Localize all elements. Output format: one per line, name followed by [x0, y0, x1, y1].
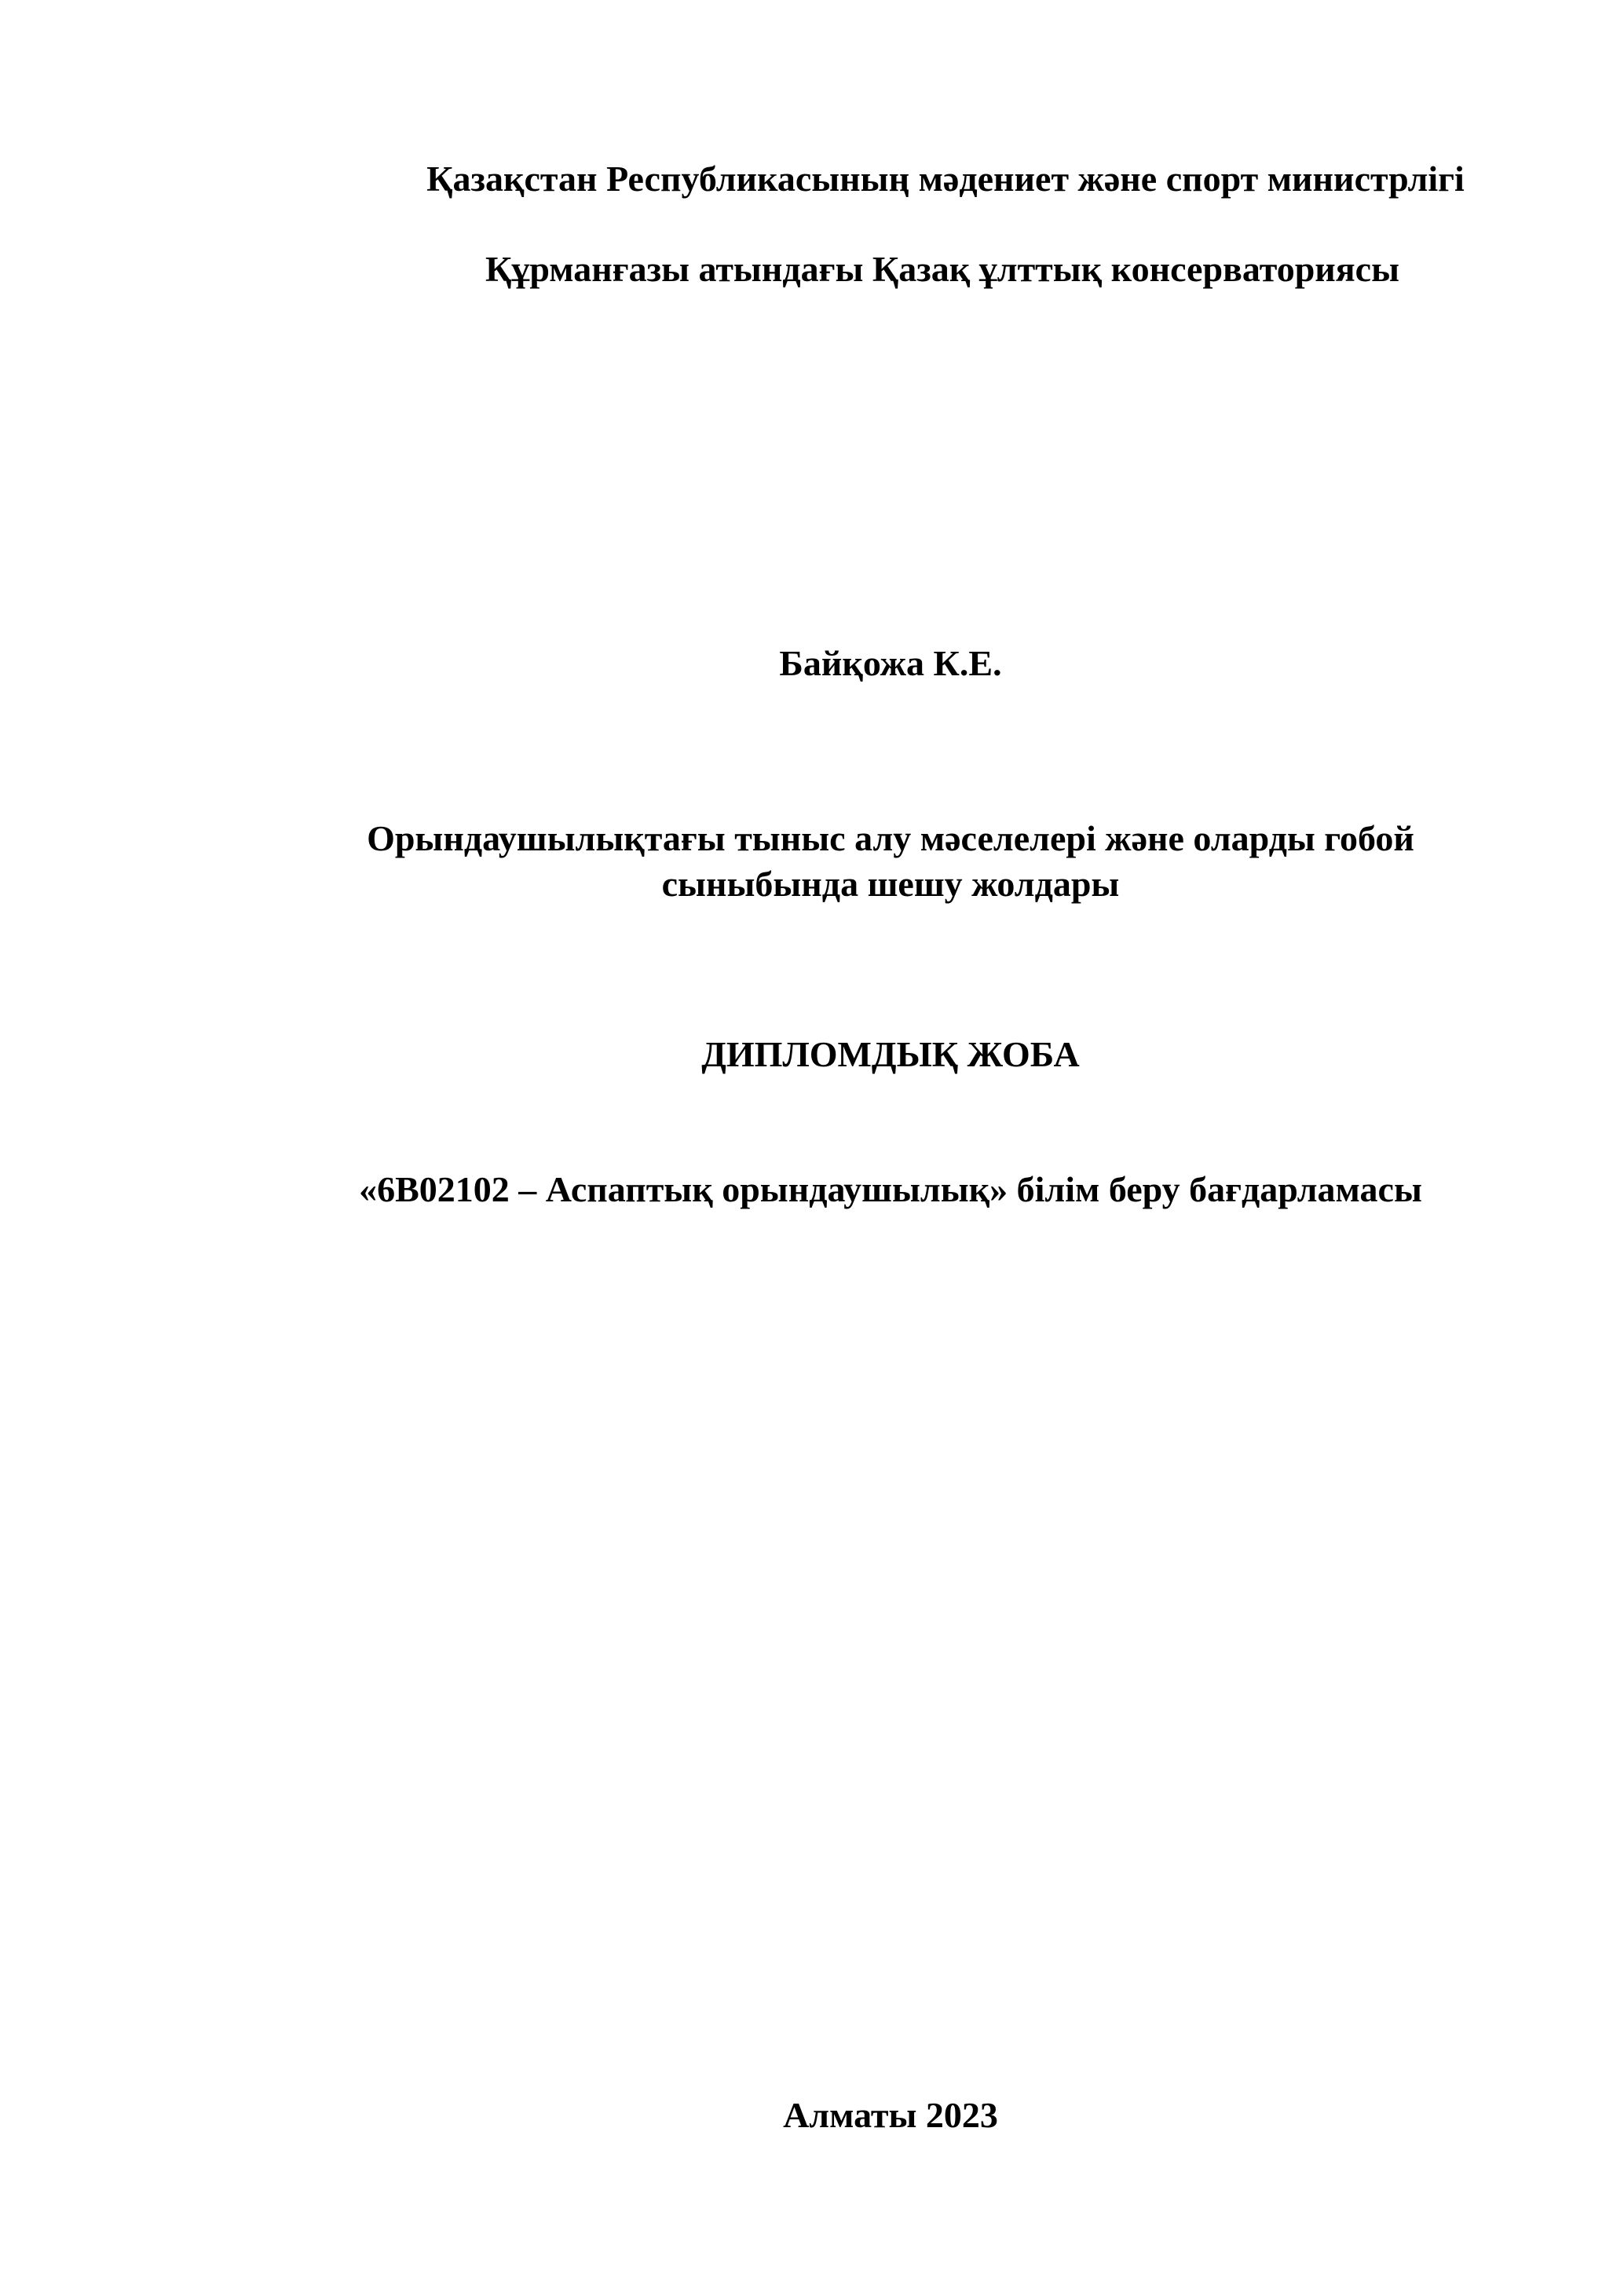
city-year: Алматы 2023: [783, 2095, 998, 2135]
ministry-heading: Қазақстан Республикасының мәдениет және спорт министрлігі: [426, 159, 1465, 199]
document-type: ДИПЛОМДЫҚ ЖОБА: [701, 1034, 1080, 1074]
education-program: «6B02102 – Аспаптық орындаушылық» білім беру бағдарламасы: [359, 1169, 1422, 1209]
institution-heading: Құрманғазы атындағы Қазақ ұлттық консерваториясы: [485, 249, 1400, 289]
thesis-title-line-2: сыныбында шешу жолдары: [661, 864, 1120, 904]
author-name: Байқожа К.Е.: [779, 643, 1002, 683]
thesis-title-line-1: Орындаушылықтағы тыныс алу мәселелері және оларды гобой: [367, 818, 1414, 858]
